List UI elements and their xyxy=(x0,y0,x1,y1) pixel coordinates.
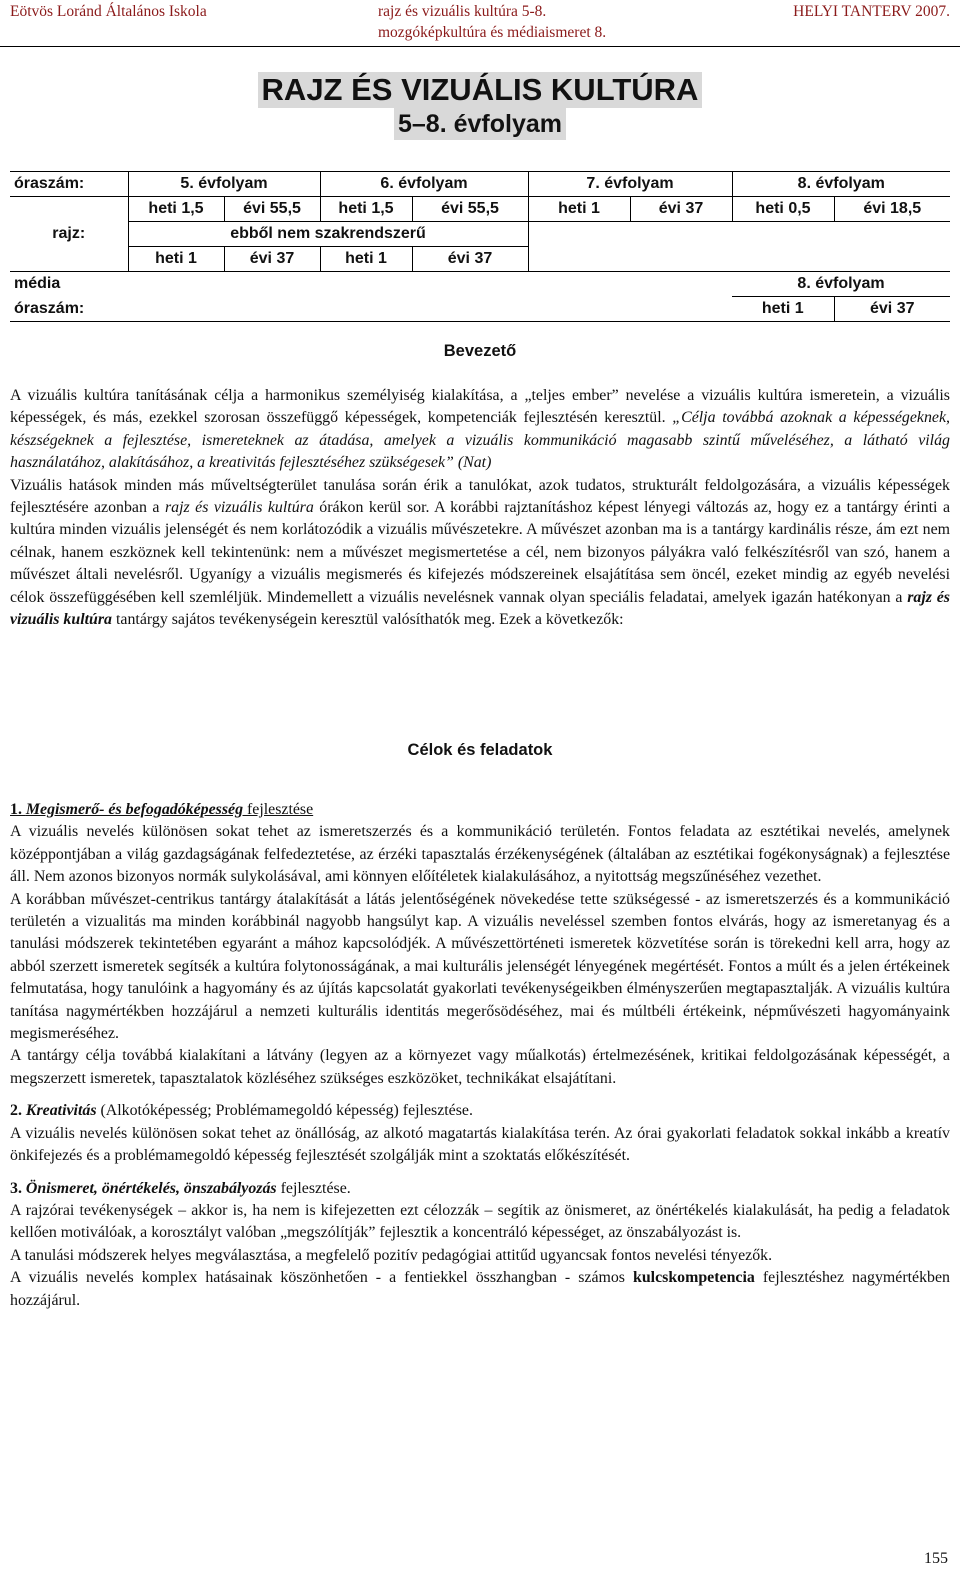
media-grade: 8. évfolyam xyxy=(732,272,950,297)
non-specialist-label: ebből nem szakrendszerű xyxy=(128,222,528,247)
media-label: média xyxy=(10,272,128,297)
section-title-rest: fejlesztése. xyxy=(276,1179,351,1197)
text-run: Vizuális hatások minden más műveltségterület tanulása során érik a tanulókat, azok tudatos, strukturált feldolgozására, a vizuális képességek fejlesztésére azonban a xyxy=(10,476,950,517)
table-cell: heti 1,5 xyxy=(320,197,412,222)
oraszam-label: óraszám: xyxy=(10,172,128,197)
table-cell: évi 37 xyxy=(834,297,950,322)
section-number: 1. xyxy=(10,801,26,818)
school-name: Eötvös Loránd Általános Iskola xyxy=(10,3,207,20)
grade-8: 8. évfolyam xyxy=(732,172,950,197)
hours-table xyxy=(10,171,950,322)
intro-paragraph-2 xyxy=(10,475,950,632)
section-title-rest: (Alkotóképesség; Problémamegoldó képesség) fejlesztése. xyxy=(96,1102,473,1120)
table-cell: heti 1 xyxy=(128,247,224,272)
table-cell: évi 37 xyxy=(224,247,320,272)
nat-quote: „Célja továbbá azoknak a képességeknek, készségeknek a fejlesztése, ismereteknek az átadása, amelyek a vizuális kommunikáció magasabb szintű műveléséhez, a látható világ használatához, alakításához, a kreativitás fejlesztéséhez szükségesek” (Nat) xyxy=(10,409,951,472)
text-run: tantárgy sajátos tevékenységein keresztül valósíthatók meg. Ezek a következők: xyxy=(112,611,624,629)
intro-text xyxy=(10,385,950,631)
section-number: 3. xyxy=(10,1179,26,1197)
intro-paragraph-1 xyxy=(10,385,950,475)
section-number: 2. xyxy=(10,1102,26,1120)
section-3-paragraph-1: A rajzórai tevékenységek – akkor is, ha nem is kifejezetten ezt célozzák – segítik az önismeret, az önértékelés kialakulását, ha pedig a feladatok kellően motiválóak, a korosztályt valóban „megszólítják” fejlesztik a koncentráló képességet, az önszabályozást is. xyxy=(10,1201,950,1242)
title-sub: 5–8. évfolyam xyxy=(394,108,566,140)
document-title xyxy=(0,72,960,140)
table-cell: évi 18,5 xyxy=(834,197,950,222)
section-title: Önismeret, önértékelés, önszabályozás xyxy=(25,1179,277,1197)
page-number: 155 xyxy=(924,1550,948,1567)
table-row xyxy=(10,272,950,297)
goals-text xyxy=(10,799,950,1312)
grade-6: 6. évfolyam xyxy=(320,172,528,197)
table-row xyxy=(10,197,950,222)
media-oraszam-label: óraszám: xyxy=(10,297,128,322)
rajz-label: rajz: xyxy=(52,225,86,242)
section-3-paragraph-3 xyxy=(10,1267,950,1312)
section-2-title xyxy=(10,1100,950,1122)
section-title: Megismerő- és befogadóképesség xyxy=(25,801,244,818)
section-1-paragraph-1: A vizuális nevelés különösen sokat tehet az ismeretszerzés és a kommunikáció területén. Fontos feladata az esztétikai nevelés, amelynek középpontjában a világ gazdagságának felfedeztetése, az érzéki tapasztalás érzékenységének (általában az esztétikai fogékonyságnak) a fejlesztése áll. Nem azonos bizonyos normák sulykolásával, ami könnyen előítéletek kialakulásához, a nyitottság megszűnéséhez vezethet. xyxy=(10,823,950,886)
text-run: A vizuális nevelés komplex hatásainak köszönhetően - a fentiekkel összhangban - számos xyxy=(10,1269,633,1287)
section-2-paragraph-1: A vizuális nevelés különösen sokat tehet az önállóság, az alkotó magatartás kialakítása terén. Az órai gyakorlati feladatok sokkal inkább a kreatív önkifejezés és a problémamegoldó képesség fejlesztését szolgálják mint a szoktatás előkészítését. xyxy=(10,1124,950,1165)
table-cell: évi 37 xyxy=(412,247,528,272)
table-row xyxy=(10,297,950,322)
keyword-bold: kulcskompetencia xyxy=(633,1269,755,1287)
table-cell: heti 1,5 xyxy=(128,197,224,222)
table-cell: évi 55,5 xyxy=(412,197,528,222)
table-cell: évi 37 xyxy=(630,197,732,222)
table-row xyxy=(10,172,950,197)
subject-name-bold-italic: rajz és vizuális kultúra xyxy=(10,588,950,629)
subject-line-2: mozgóképkultúra és médiaismeret 8. xyxy=(378,24,607,41)
table-cell: heti 1 xyxy=(528,197,630,222)
section-1-title xyxy=(10,799,950,821)
text-run: órákon kerül sor. A korábbi rajztanításhoz képest lényegi változás az, hogy ez a tantárgy érinti a kultúra minden vizuális jelenségét és nem korlátozódik a vizuális művészetekre. A művészet azonban ma is a tantárgy kardinális része, ám ezt nem célnak, hanem eszköznek kell tekintenünk: nem a művészet megismertetése a cél, nem bizonyos pályákra való felkészítésről van szó, hanem a művészet általi nevelésről. Ugyanígy a vizuális megismerés és kifejezés módszereinek elsajátítása sem öncél, ezeket mindig az egyéb nevelési célok összefüggésében kell szemléljük. Mindemellett a vizuális nevelésnek vannak olyan speciális feladatai, amelyek igazán hatékonyan a xyxy=(10,499,950,606)
section-title: Kreativitás xyxy=(25,1102,97,1120)
subject-name-italic: rajz és vizuális kultúra xyxy=(164,499,314,517)
text-run: A vizuális kultúra tanításának célja a harmonikus személyiség kialakítása, a „teljes ember” nevelése a vizuális kultúra ismeretein, a vizuális képességek, és más, ezekkel szorosan összefüggő képességek, kompetenciák fejlesztésén keresztül. xyxy=(10,387,950,427)
table-row xyxy=(10,247,950,272)
title-main: RAJZ ÉS VIZUÁLIS KULTÚRA xyxy=(258,72,703,108)
curriculum-label: HELYI TANTERV 2007. xyxy=(793,3,950,20)
section-1-paragraph-2: A korábban művészet-centrikus tantárgy átalakítását a látás jelentőségének növekedése tette szükségessé - az ismeretszerzés és a kommunikáció területén a vizualitás ma minden korábbinál nagyobb hangsúlyt kap. A vizuális neveléssel szemben fontos elvárás, hogy az ismeretanyag és a tanulási módszerek tekintetében egyaránt a mához kapcsolódjék. A művészettörténeti ismeretek közvetítése során is törekedni kell arra, hogy az abból szerzett ismeretek segítsék a kultúra folytonosságának, a mai kulturális jelenségét lényegének megértését. Fontos a múlt és a jelen értékeinek felmutatása, hogy tanulóink a hagyomány és az újítás kapcsolatát gyakorlati tevékenységeikben élményszerűen megtapasztalják. A vizuális kultúra tanítása nagymértékben hozzájárul a nemzeti kulturális identitás megerősödéséhez, mai és múltbéli értékeink, népművészeti hagyományaink megismeréséhez. xyxy=(10,890,950,1043)
table-cell: heti 0,5 xyxy=(732,197,834,222)
section-3-paragraph-2: A tanulási módszerek helyes megválasztása, a megfelelő pozitív pedagógiai attitűd ugyancsak fontos nevelési tényezők. xyxy=(10,1246,773,1264)
page-header xyxy=(0,0,960,47)
table-cell: évi 55,5 xyxy=(224,197,320,222)
text-run: fejlesztéshez nagymértékben hozzájárul. xyxy=(10,1269,950,1309)
subject-line-1: rajz és vizuális kultúra 5-8. xyxy=(378,3,547,20)
grade-5: 5. évfolyam xyxy=(128,172,320,197)
goals-heading: Célok és feladatok xyxy=(407,741,553,759)
table-cell: heti 1 xyxy=(732,297,834,322)
table-row xyxy=(10,222,950,247)
section-1-paragraph-3: A tantárgy célja továbbá kialakítani a látvány (legyen az a környezet vagy műalkotás) értelmezésének, kritikai feldolgozásának képességét, a megszerzett ismeretek, tapasztalatok közléséhez szükséges eszközöket, technikákat elsajátítani. xyxy=(10,1047,950,1087)
grade-7: 7. évfolyam xyxy=(528,172,732,197)
intro-heading: Bevezető xyxy=(443,342,517,360)
section-3-title xyxy=(10,1178,950,1200)
section-title-rest: fejlesztése xyxy=(243,801,314,818)
table-cell: heti 1 xyxy=(320,247,412,272)
